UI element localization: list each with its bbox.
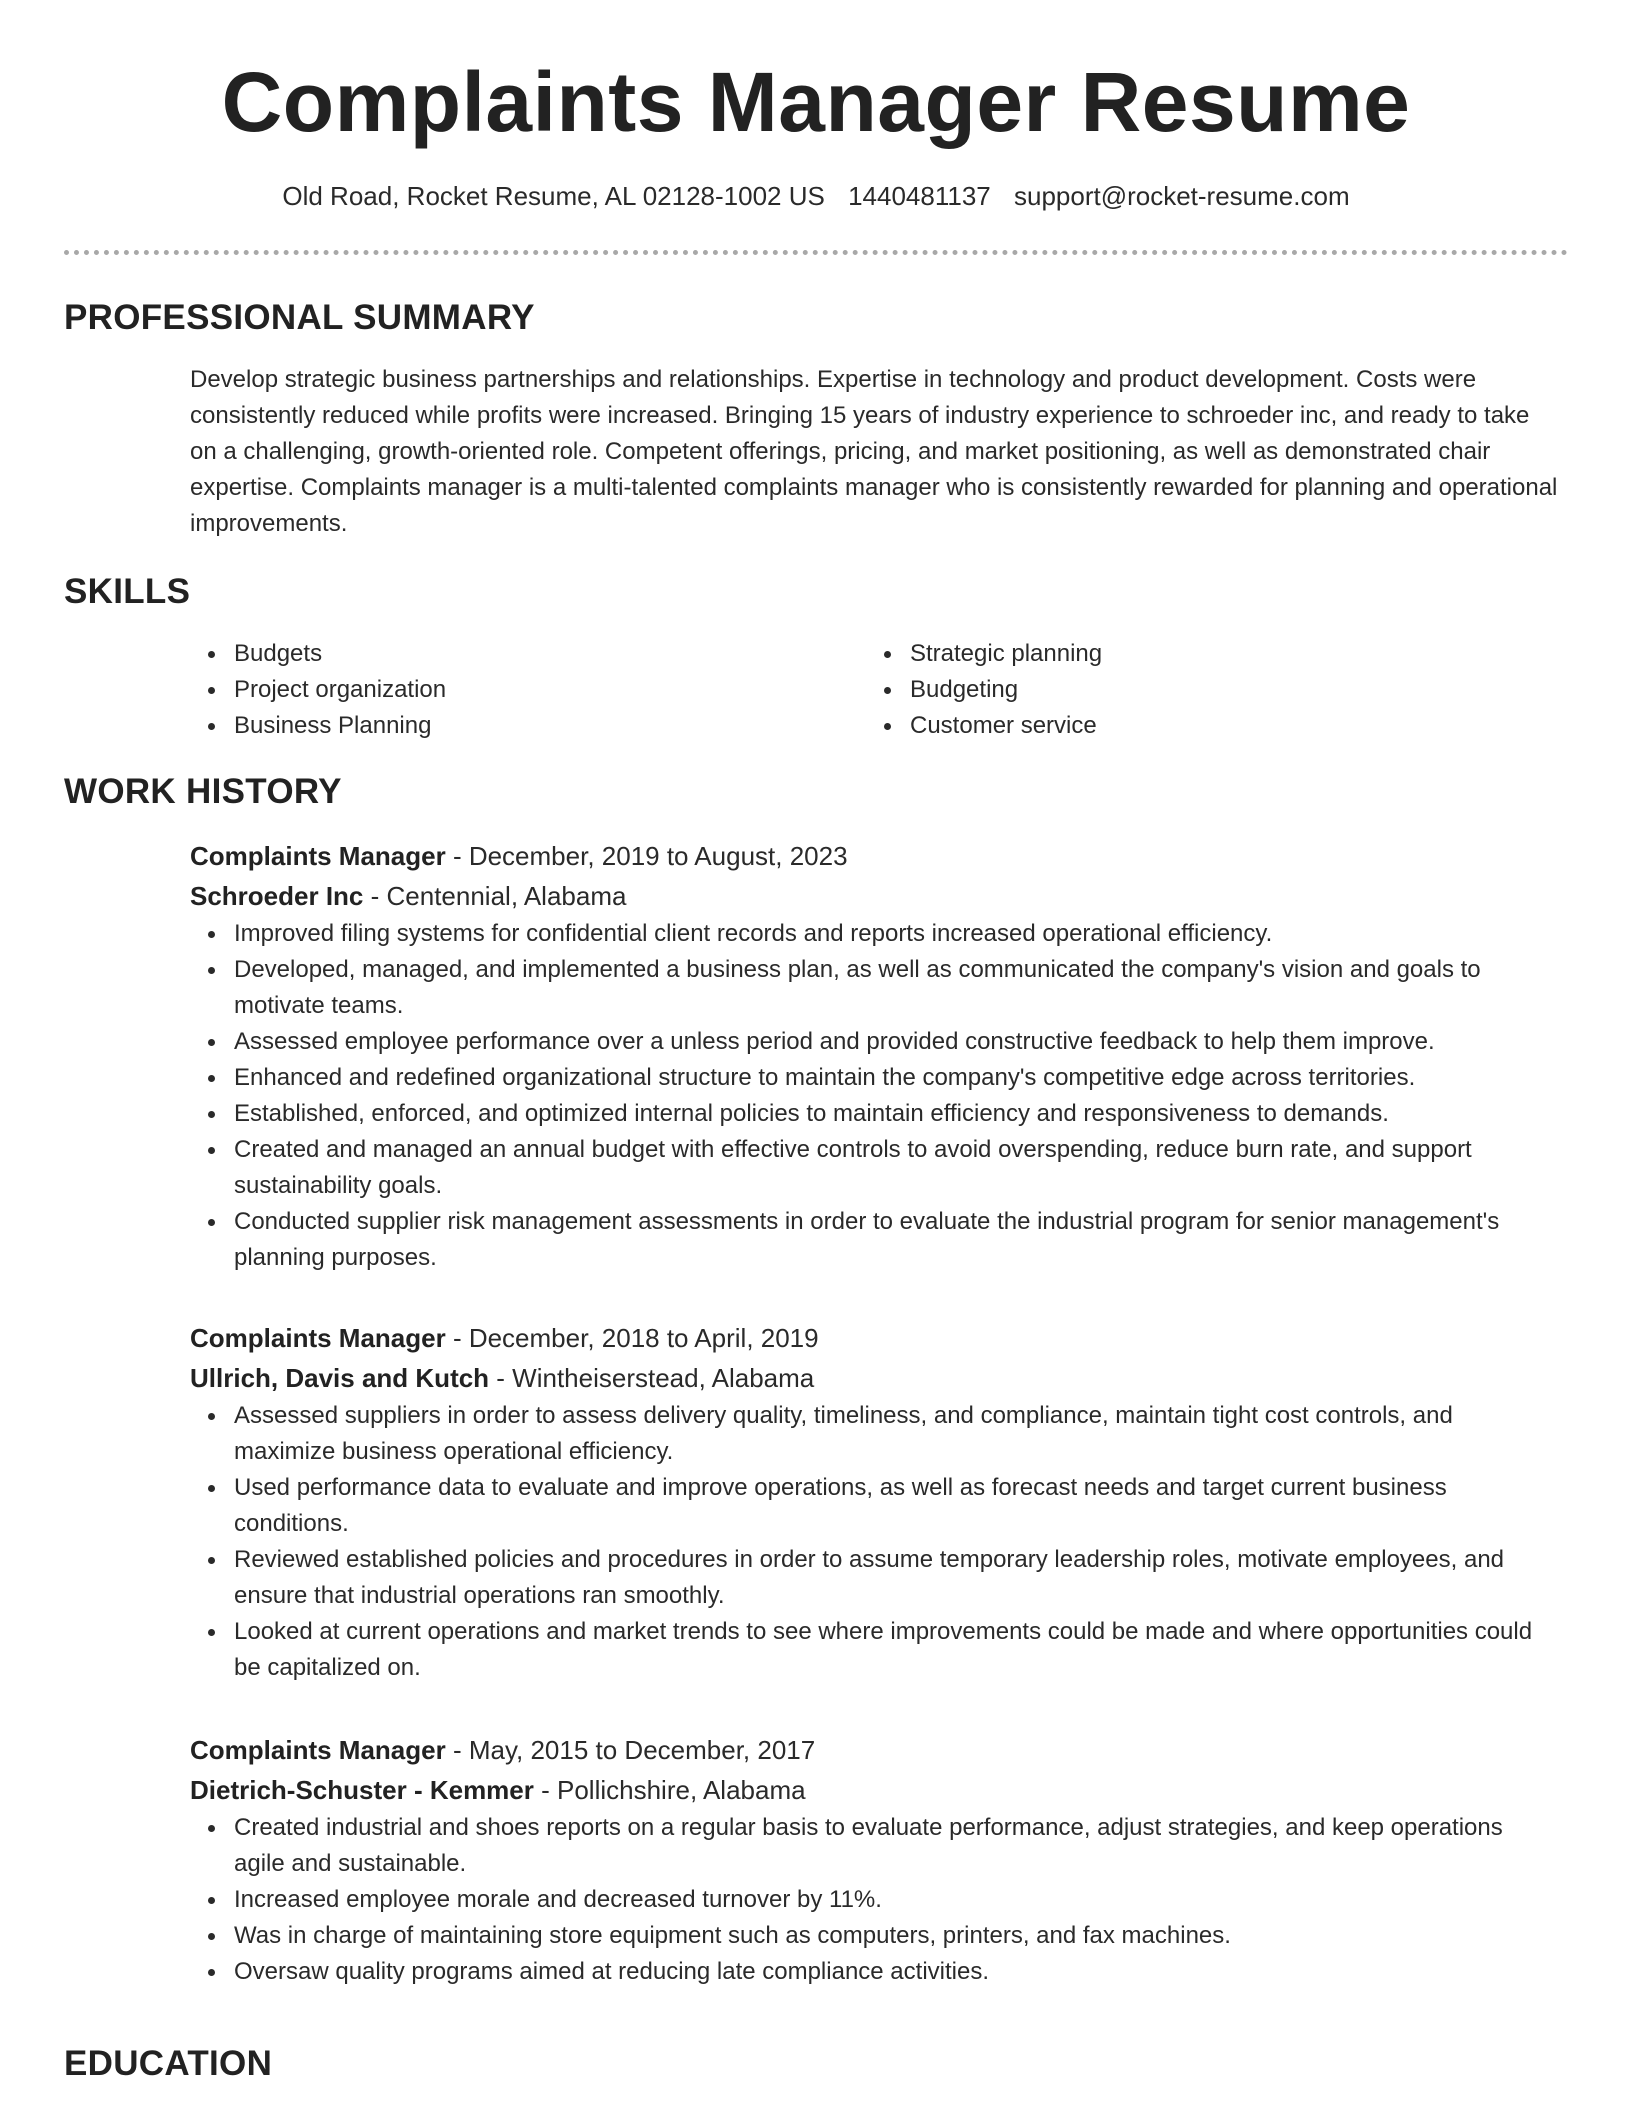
job-title: Complaints Manager	[190, 1735, 446, 1765]
job-bullet: Assessed employee performance over a unless period and provided constructive feedback to help them improve.	[234, 1024, 1560, 1060]
job-company: Dietrich-Schuster - Kemmer	[190, 1775, 534, 1805]
skill-item: Project organization	[234, 672, 790, 708]
job-location: - Centennial, Alabama	[363, 881, 627, 911]
job-dates: - December, 2019 to August, 2023	[445, 841, 848, 871]
skills-heading: SKILLS	[64, 572, 191, 611]
job-title: Complaints Manager	[190, 1323, 446, 1353]
job-bullets	[190, 916, 1560, 1276]
job-entry	[190, 1318, 1560, 1686]
job-bullet: Developed, managed, and implemented a business plan, as well as communicated the company's vision and goals to motivate teams.	[234, 952, 1560, 1024]
summary-section	[190, 362, 1560, 542]
job-bullet: Created industrial and shoes reports on a regular basis to evaluate performance, adjust strategies, and keep operations agile and sustainable.	[234, 1810, 1560, 1882]
job-bullet: Increased employee morale and decreased turnover by 11%.	[234, 1882, 1560, 1918]
job-bullet: Created and managed an annual budget with effective controls to avoid overspending, reduce burn rate, and support sustainability goals.	[234, 1132, 1560, 1204]
contact-address: Old Road, Rocket Resume, AL 02128-1002 US	[282, 181, 825, 211]
job-title-line	[190, 1730, 1560, 1770]
job-bullet: Was in charge of maintaining store equipment such as computers, printers, and fax machines.	[234, 1918, 1560, 1954]
job-bullets	[190, 1810, 1560, 1990]
job-entry	[190, 836, 1560, 1276]
job-bullet: Enhanced and redefined organizational structure to maintain the company's competitive edge across territories.	[234, 1060, 1560, 1096]
skills-list-left	[190, 636, 790, 744]
skill-item: Budgeting	[910, 672, 1466, 708]
job-title: Complaints Manager	[190, 841, 446, 871]
skill-item: Strategic planning	[910, 636, 1466, 672]
job-bullet: Assessed suppliers in order to assess delivery quality, timeliness, and compliance, maintain tight cost controls, and maximize business operational efficiency.	[234, 1398, 1560, 1470]
job-location: - Wintheiserstead, Alabama	[489, 1363, 815, 1393]
skill-item: Budgets	[234, 636, 790, 672]
job-company-line	[190, 876, 1560, 916]
job-bullet: Oversaw quality programs aimed at reducing late compliance activities.	[234, 1954, 1560, 1990]
job-company: Schroeder Inc	[190, 881, 364, 911]
job-title-line	[190, 1318, 1560, 1358]
skill-item: Customer service	[910, 708, 1466, 744]
job-bullet: Established, enforced, and optimized internal policies to maintain efficiency and responsiveness to demands.	[234, 1096, 1560, 1132]
job-bullet: Reviewed established policies and procedures in order to assume temporary leadership roles, motivate employees, and ensure that industrial operations ran smoothly.	[234, 1542, 1560, 1614]
job-dates: - May, 2015 to December, 2017	[445, 1735, 816, 1765]
header-divider	[64, 250, 1568, 255]
job-entry	[190, 1730, 1560, 1990]
resume-title: Complaints Manager Resume	[221, 55, 1411, 149]
job-company-line	[190, 1358, 1560, 1398]
job-company-line	[190, 1770, 1560, 1810]
job-bullet: Improved filing systems for confidential client records and reports increased operational efficiency.	[234, 916, 1560, 952]
job-bullet: Conducted supplier risk management assessments in order to evaluate the industrial program for senior management's planning purposes.	[234, 1204, 1560, 1276]
summary-heading: PROFESSIONAL SUMMARY	[64, 298, 535, 337]
skill-item: Business Planning	[234, 708, 790, 744]
job-location: - Pollichshire, Alabama	[533, 1775, 806, 1805]
work-history-heading: WORK HISTORY	[64, 772, 342, 811]
job-dates: - December, 2018 to April, 2019	[445, 1323, 819, 1353]
job-bullets	[190, 1398, 1560, 1686]
skills-list-right	[866, 636, 1466, 744]
job-bullet: Used performance data to evaluate and improve operations, as well as forecast needs and target current business conditions.	[234, 1470, 1560, 1542]
summary-text: Develop strategic business partnerships and relationships. Expertise in technology and product development. Costs were consistently reduced while profits were increased. Bringing 15 years of industry experience to schroeder inc, and ready to take on a challenging, growth-oriented role. Competent offerings, pricing, and market positioning, as well as demonstrated chair expertise. Complaints manager is a multi-talented complaints manager who is consistently rewarded for planning and operational improvements.	[190, 366, 1558, 537]
contact-line	[0, 178, 1632, 214]
education-heading: EDUCATION	[64, 2044, 273, 2083]
contact-email: support@rocket-resume.com	[1013, 181, 1350, 211]
contact-phone: 1440481137	[848, 181, 991, 211]
job-title-line	[190, 836, 1560, 876]
job-company: Ullrich, Davis and Kutch	[190, 1363, 490, 1393]
job-bullet: Looked at current operations and market trends to see where improvements could be made and where opportunities could be capitalized on.	[234, 1614, 1560, 1686]
